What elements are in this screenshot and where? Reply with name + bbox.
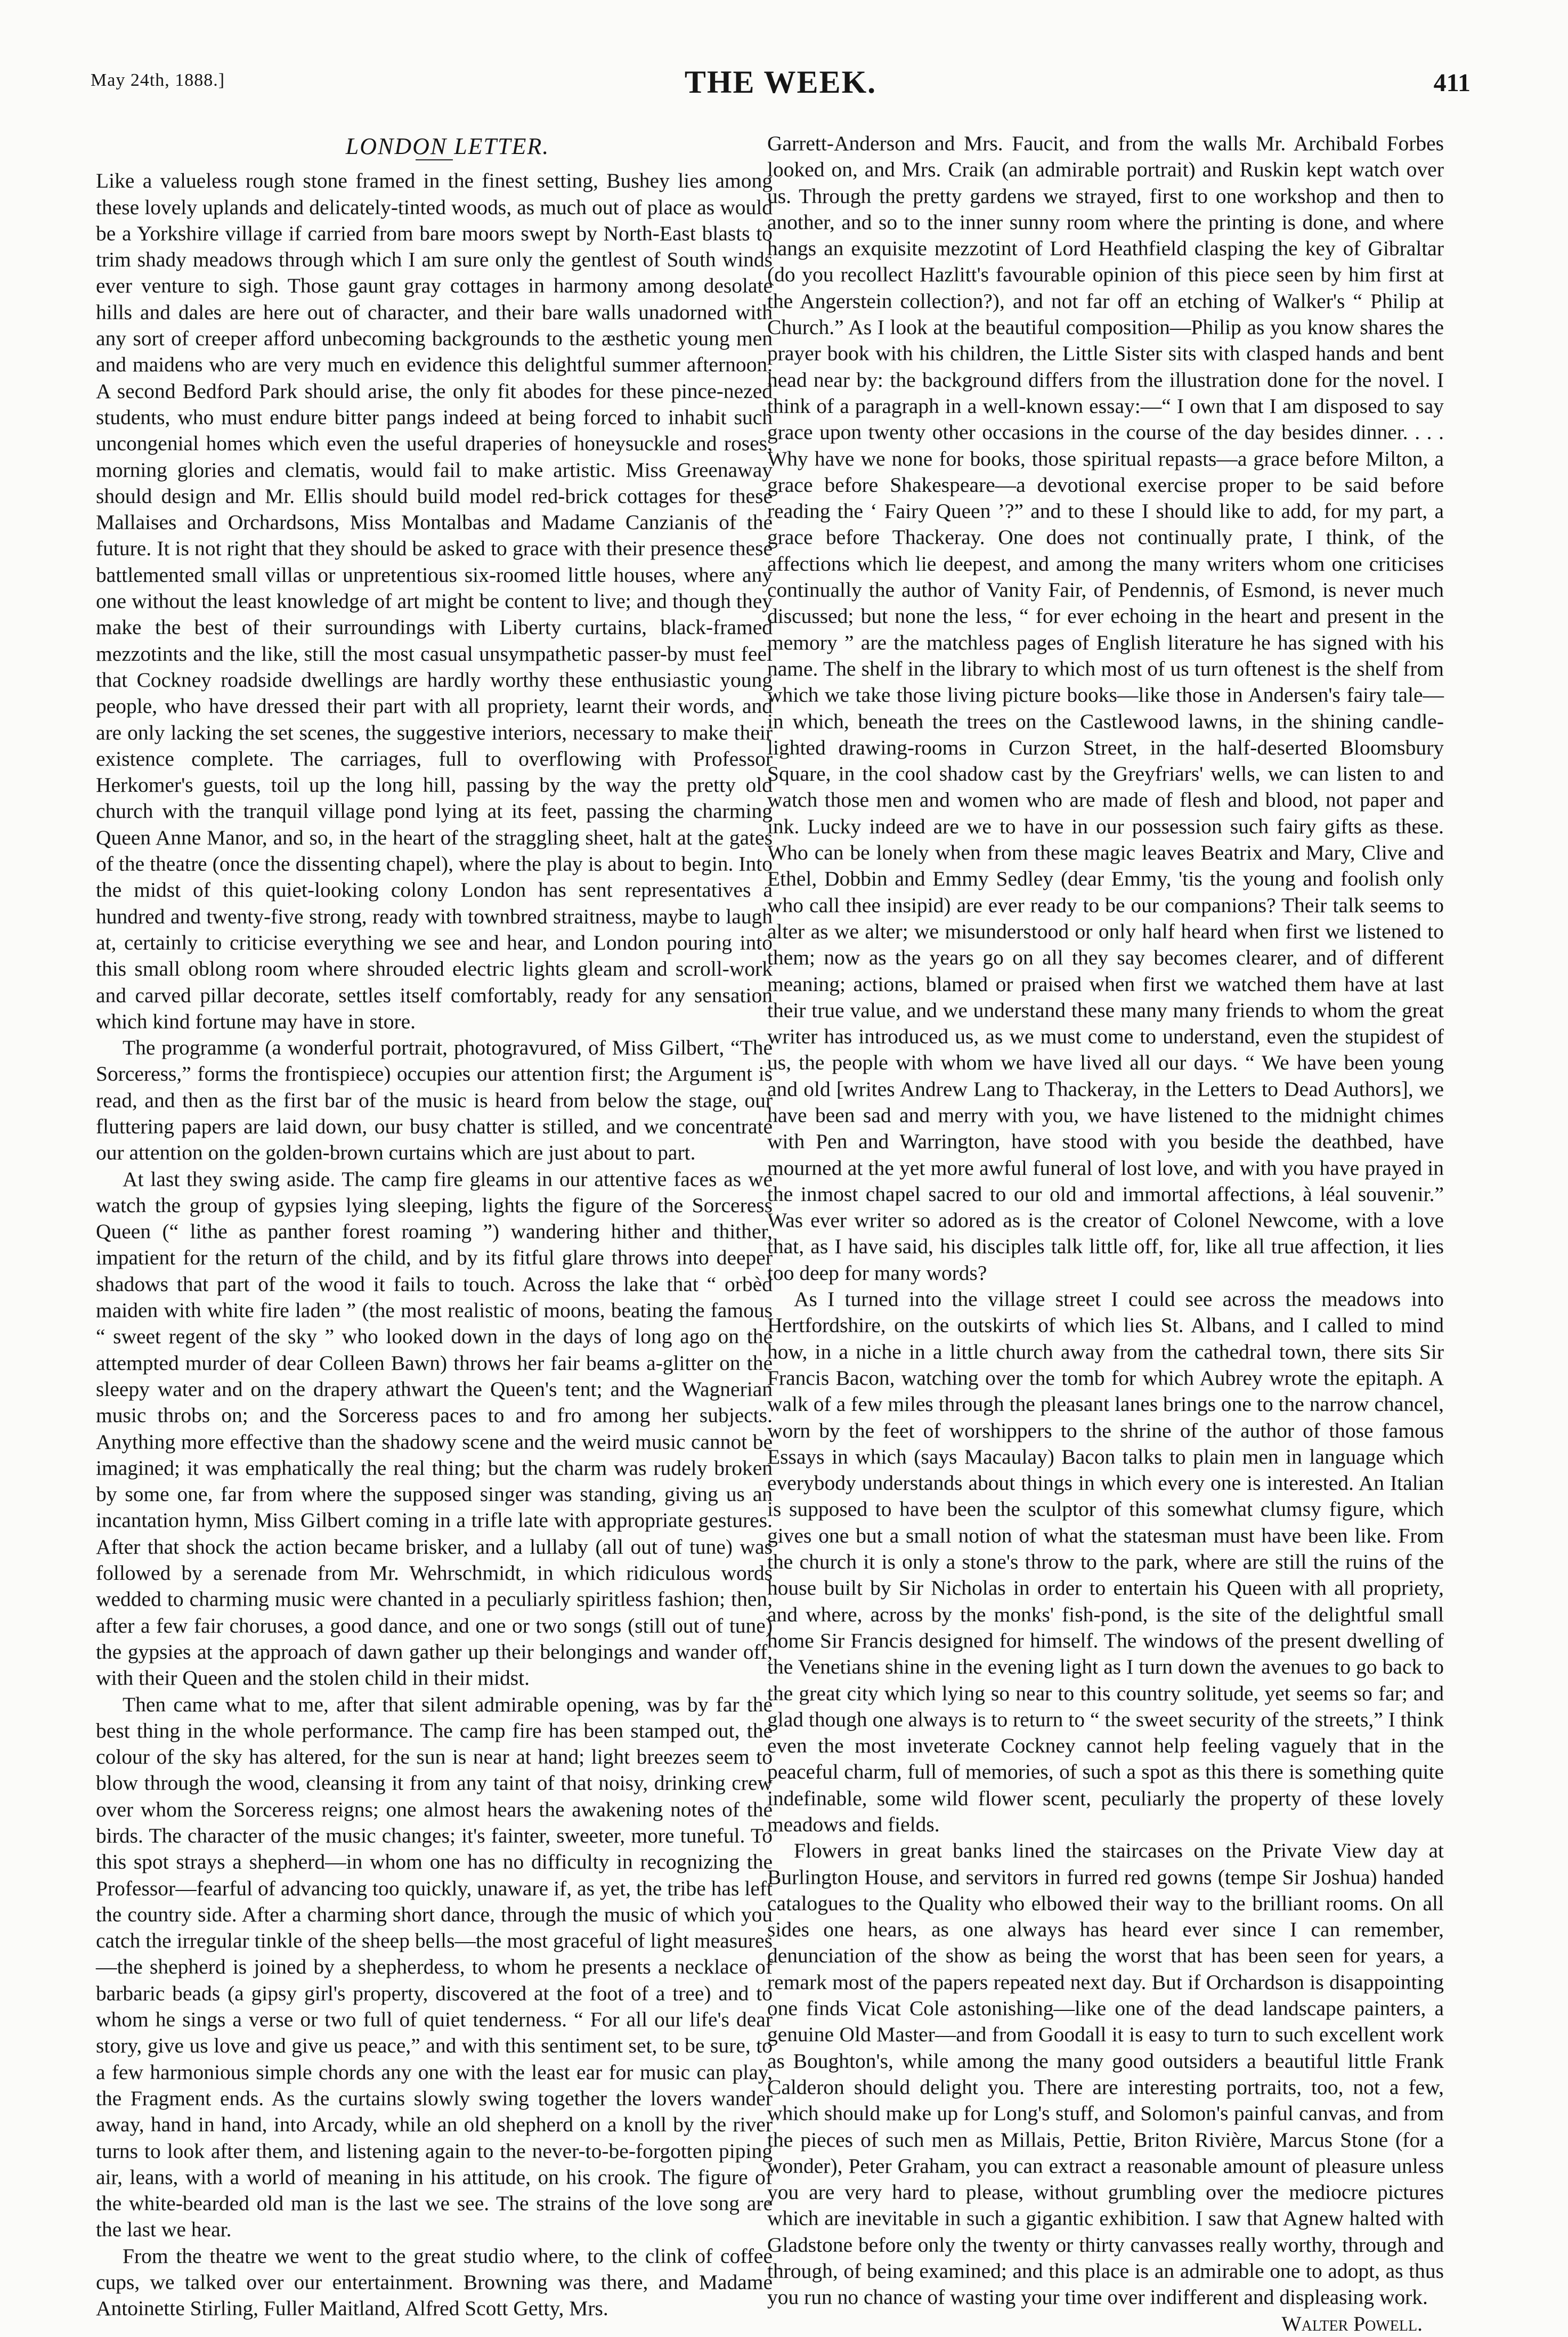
paragraph: Like a valueless rough stone framed in the finest setting, Bushey lies among these lovely uplands and delicately-tinted woods, as much out of place as would be a Yorkshire village if carried from bare moors swept by North-East blasts to trim shady meadows through which I am sure only the gentlest of South winds ever venture to sigh. Those gaunt gray cottages in harmony among desolate hills and dales are here out of character, and their bare walls unadorned with any sort of creeper afford unbecoming backgrounds to the æsthetic young men and maidens who are very much en evidence this delightful summer afternoon. A second Bedford Park should arise, the only fit abodes for these pince-nezed students, who must endure bitter pangs indeed at being forced to inhabit such uncongenial homes which even the useful draperies of honeysuckle and roses, morning glories and clematis, would fail to make artistic. Miss Greenaway should design and Mr. Ellis should build model red-brick cottages for these Mallaises and Orchardsons, Miss Montalbas and Madame Canzianis of the future. It is not right that they should be asked to grace with their presence these battlemented small villas or unpretentious six-roomed little houses, where any one without the least knowledge of art might be content to live; and though they make the best of their surroundings with Liberty curtains, black-framed mezzotints and the like, still the most casual unsympathetic passer-by must feel that Cockney roadside dwellings are hardly worthy these enthusiastic young people, who have dressed their part with all propriety, learnt their words, and are only lacking the set scenes, the suggestive interiors, necessary to make their existence complete. The carriages, full to overflowing with Professor Herkomer's guests, toil up the long hill, passing by the way the pretty old church with the tranquil village pond lying at its feet, passing the charming Queen Anne Manor, and so, in the heart of the straggling sheet, halt at the gates of the theatre (once the dissenting chapel), where the play is about to begin. Into the midst of this quiet-looking colony London has sent representatives a hundred and twenty-five strong, ready with townbred straitness, maybe to laugh at, certainly to criticise everything we see and hear, and London pouring into this small oblong room where shrouded electric lights gleam and scroll-work and carved pillar decorate, settles itself comfortably, ready for any sensation which kind fortune may have in store.: [96, 169, 773, 1033]
article-title: LONDON LETTER.: [345, 133, 550, 159]
paragraph: Flowers in great banks lined the staircases on the Private View day at Burlington House, and servitors in furred red gowns (tempe Sir Joshua) handed catalogues to the Quality who elbowed their way to the brilliant rooms. On all sides one hears, as one always has heard ever since I can remember, denunciation of the show as being the worst that has been seen for years, a remark most of the papers repeated next day. But if Orchardson is disappointing one finds Vicat Cole astonishing—like one of the dead landscape painters, a genuine Old Master—and from Goodall it is easy to turn to such excellent work as Boughton's, while among the many good outsiders a beautiful little Frank Calderon should delight you. There are interesting portraits, too, not a few, which should make up for Long's stuff, and Solomon's painful canvas, and from the pieces of such men as Millais, Pettie, Briton Rivière, Marcus Stone (for a wonder), Peter Graham, you can extract a reasonable amount of pleasure unless you are very hard to please, without grumbling over the mediocre pictures which are inevitable in such a gigantic exhibition. I saw that Agnew halted with Gladstone before only the twenty or thirty canvasses really worthy, through and through, of being examined; and this place is an admirable one to adopt, as thus you run no chance of wasting your time over indifferent and displeasing work.: [767, 1839, 1444, 2309]
paragraph: Then came what to me, after that silent admirable opening, was by far the best thing in the whole performance. The camp fire has been stamped out, the colour of the sky has altered, for the sun is near at hand; light breezes seem to blow through the wood, cleansing it from any taint of that noisy, drinking crew over whom the Sorceress reigns; one almost hears the awakening notes of the birds. The character of the music changes; it's fainter, sweeter, more tuneful. To this spot strays a shepherd—in whom one has no difficulty in recognizing the Professor—fearful of advancing too quickly, unaware if, as yet, the tribe has left the country side. After a charming short dance, through the music of which you catch the irregular tinkle of the sheep bells—the most graceful of light measures—the shepherd is joined by a shepherdess, to whom he presents a necklace of barbaric beads (a gipsy girl's property, discovered at the foot of a tree) and to whom he sings a verse or two full of quiet tenderness. “ For all our life's dear story, give us love and give us peace,” and with this sentiment set, to be sure, to a few harmonious simple chords any one with the least ear for music can play, the Fragment ends. As the curtains slowly swing together the lovers wander away, hand in hand, into Arcady, while an old shepherd on a knoll by the river turns to look after them, and listening again to the never-to-be-forgotten piping air, leans, with a world of meaning in his attitude, on his crook. The figure of the white-bearded old man is the last we see. The strains of the love song are the last we hear.: [96, 1692, 773, 2242]
title-rule: [416, 159, 453, 160]
publication-title: THE WEEK.: [684, 64, 877, 100]
page-number: 411: [1433, 69, 1470, 97]
right-column: [767, 131, 1444, 2337]
paragraph: Garrett-Anderson and Mrs. Faucit, and from the walls Mr. Archibald Forbes looked on, and Mrs. Craik (an admirable portrait) and Ruskin kept watch over us. Through the pretty gardens we strayed, first to one workshop and then to another, and so to the inner sunny room where the printing is done, and where hangs an exquisite mezzotint of Lord Heathfield clasping the key of Gibraltar (do you recollect Hazlitt's favourable opinion of this piece seen by him first at the Angerstein collection?), and not far off an etching of Walker's “ Philip at Church.” As I look at the beautiful composition—Philip as you know shares the prayer book with his children, the Little Sister sits with clasped hands and bent head near by: the background differs from the illustration done for the novel. I think of a paragraph in a well-known essay:—“ I own that I am disposed to say grace upon twenty other occasions in the course of the day besides dinner. . . . Why have we none for books, those spiritual repasts—a grace before Milton, a grace before Shakespeare—a devotional exercise proper to be said before reading the ‘ Fairy Queen ’?” and to these I should like to add, for my part, a grace before Thackeray. One does not continually prate, I think, of the affections which lie deepest, and among the many writers whom one criticises continually the author of Vanity Fair, of Pendennis, of Esmond, is never much discussed; but none the less, “ for ever echoing in the heart and present in the memory ” are the matchless pages of English literature he has signed with his name. The shelf in the library to which most of us turn oftenest is the shelf from which we take those living picture books—like those in Andersen's fairy tale—in which, beneath the trees on the Castlewood lawns, in the shining candle-lighted drawing-rooms in Curzon Street, in the half-deserted Bloomsbury Square, in the cool shadow cast by the Greyfriars' wells, we can listen to and watch those men and women who are made of flesh and blood, not paper and ink. Lucky indeed are we to have in our possession such fairy gifts as these. Who can be lonely when from these magic leaves Beatrix and Mary, Clive and Ethel, Dobbin and Emmy Sedley (dear Emmy, 'tis the young and foolish only who call thee insipid) are ever ready to be our companions? Their talk seems to alter as we alter; we misunderstood or only half heard when first we listened to them; now as the years go on all they say becomes clearer, and of different meaning; actions, blamed or praised when first we watched them have at last their true value, and we understand these many many friends to whom the great writer has introduced us, as we must come to understand, even the stupidest of us, the people with whom we have lived all our days. “ We have been young and old [writes Andrew Lang to Thackeray, in the Letters to Dead Authors], we have been sad and merry with you, we have listened to the midnight chimes with Pen and Warrington, have stood with you beside the deathbed, have mourned at the yet more awful funeral of lost love, and with you have prayed in the inmost chapel sacred to our old and immortal affections, à léal souvenir.” Was ever writer so adored as is the creator of Colonel Newcome, with a love that, as I have said, his disciples talk little off, for, like all true affection, it lies too deep for many words?: [767, 132, 1444, 1285]
author-signature: Walter Powell.: [1281, 2311, 1423, 2335]
issue-date: May 24th, 1888.]: [91, 70, 225, 90]
paragraph: At last they swing aside. The camp fire gleams in our attentive faces as we watch the group of gypsies lying sleeping, lights the figure of the Sorceress Queen (“ lithe as panther forest roaming ”) wandering hither and thither, impatient for the return of the child, and by its fitful glare throws into deeper shadows that part of the wood it fails to touch. Across the lake that “ orbèd maiden with white fire laden ” (the most realistic of moons, beating the famous “ sweet regent of the sky ” who looked down in the days of long ago on the attempted murder of dear Colleen Bawn) throws her fair beams a-glitter on the sleepy water and on the drapery athwart the Queen's tent; and the Wagnerian music throbs on; and the Sorceress paces to and fro among her subjects. Anything more effective than the shadowy scene and the weird music cannot be imagined; it was emphatically the real thing; but the charm was rudely broken by some one, far from where the supposed singer was standing, giving us an incantation hymn, Miss Gilbert coming in a trifle late with appropriate gestures. After that shock the action became brisker, and a lullaby (all out of tune) was followed by a serenade from Mr. Wehrschmidt, in which ridiculous words wedded to charming music were chanted in a peculiarly spiritless fashion; then, after a few fair choruses, a good dance, and one or two songs (still out of tune) the gypsies at the approach of dawn gather up their belongings and wander off, with their Queen and the stolen child in their midst.: [96, 1167, 773, 1690]
paragraph: As I turned into the village street I could see across the meadows into Hertfordshire, on the outskirts of which lies St. Albans, and I called to mind how, in a niche in a little church away from the cathedral town, there sits Sir Francis Bacon, watching over the tomb for which Aubrey wrote the epitaph. A walk of a few miles through the pleasant lanes brings one to the narrow chancel, worn by the feet of worshippers to the shrine of the author of those famous Essays in which (says Macaulay) Bacon talks to plain men in language which everybody understands about things in which every one is interested. An Italian is supposed to have been the sculptor of this somewhat clumsy figure, which gives one but a small notion of what the statesman must have been like. From the church it is only a stone's throw to the park, where are still the ruins of the house built by Sir Nicholas in order to entertain his Queen with all propriety, and where, across by the monks' fish-pond, is the site of the delightful small home Sir Francis designed for himself. The windows of the present dwelling of the Venetians shine in the evening light as I turn down the avenues to go back to the great city which lying so near to this country solitude, yet seems so far; and glad though one always is to return to “ the sweet security of the streets,” I think even the most inveterate Cockney cannot help feeling vaguely that in the peaceful charm, full of memories, of such a spot as this there is something quite indefinable, some wild flower scent, peculiarly the property of these lovely meadows and fields.: [767, 1287, 1444, 1836]
paragraph: From the theatre we went to the great studio where, to the clink of coffee cups, we talked over our entertainment. Browning was there, and Madame Antoinette Stirling, Fuller Maitland, Alfred Scott Getty, Mrs.: [96, 2244, 773, 2320]
page-header: [91, 64, 1470, 107]
paragraph: The programme (a wonderful portrait, photogravured, of Miss Gilbert, “The Sorceress,” forms the frontispiece) occupies our attention first; the Argument is read, and then as the first bar of the music is heard from below the stage, our fluttering papers are laid down, our busy chatter is stilled, and we concentrate our attention on the golden-brown curtains which are just about to part.: [96, 1036, 773, 1165]
left-column: [96, 133, 773, 2322]
